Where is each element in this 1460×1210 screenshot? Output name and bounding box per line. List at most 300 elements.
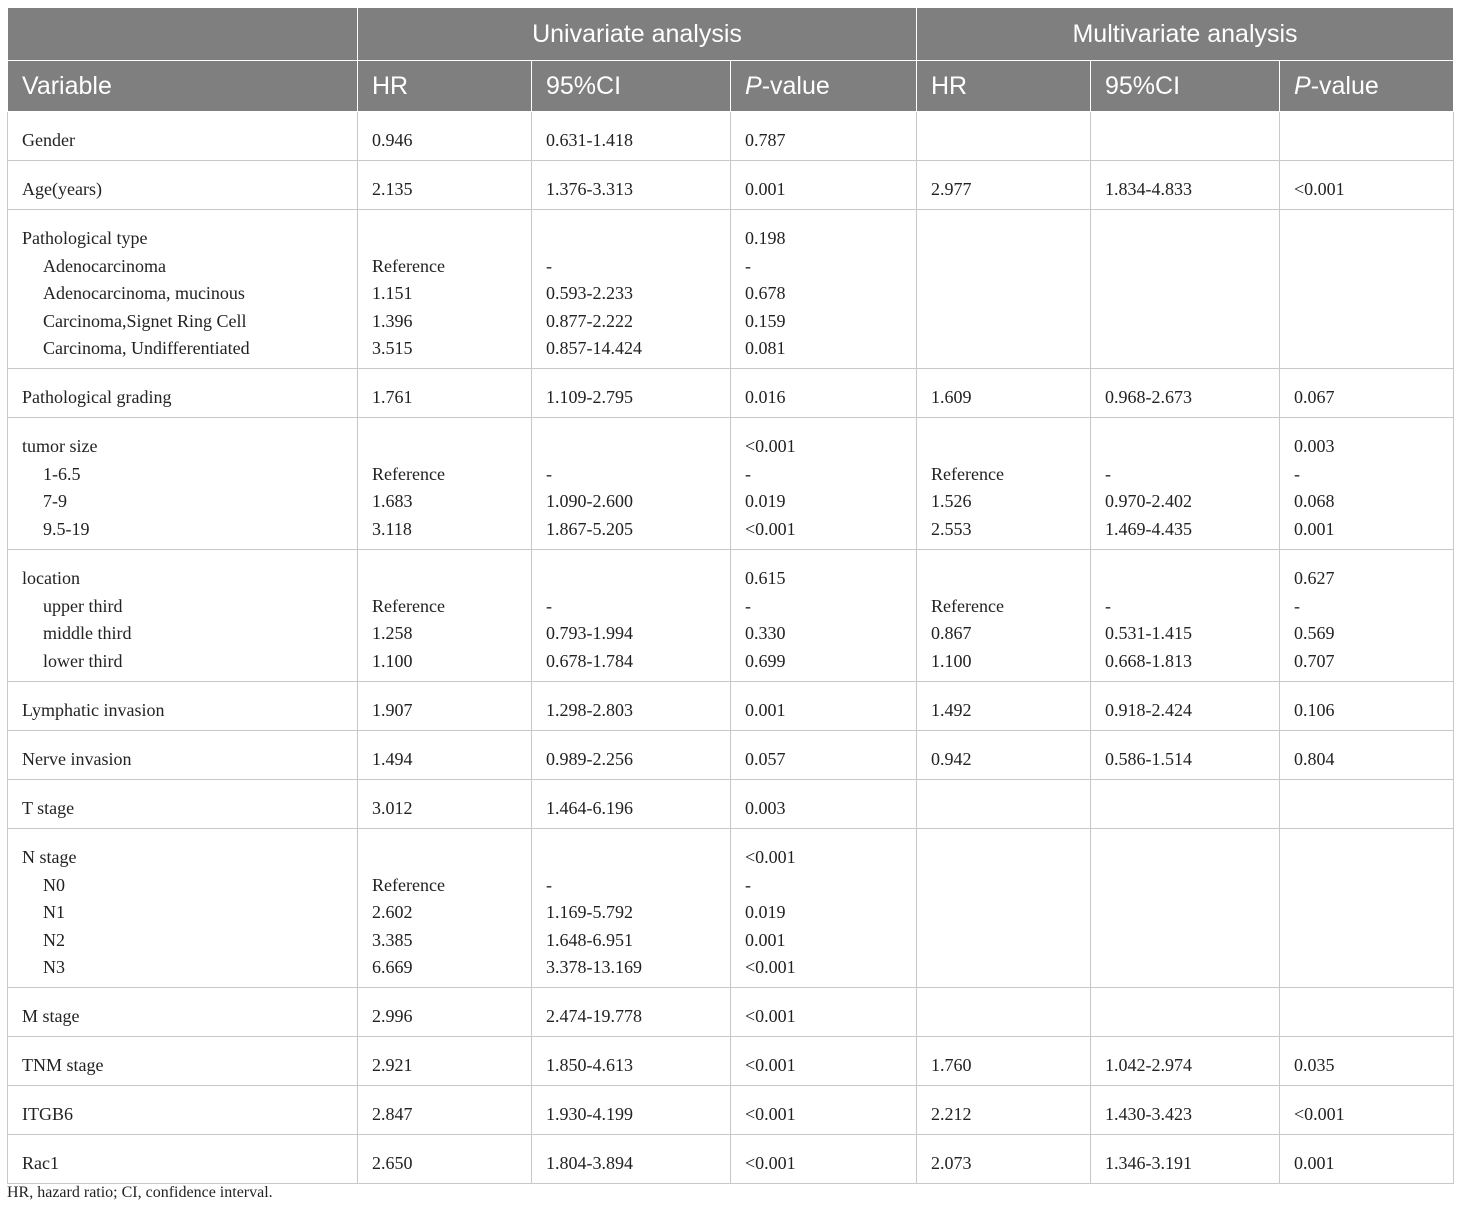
cell-value <box>1105 927 1265 955</box>
variable-label: ITGB6 <box>22 1104 73 1124</box>
variable-cell <box>8 418 358 550</box>
variable-label: location <box>22 568 80 588</box>
cell-value: 2.474-19.778 <box>546 1006 642 1026</box>
cell-value: 2.996 <box>372 1006 413 1026</box>
variable-label: Pathological type <box>22 228 148 248</box>
cell-value <box>1294 225 1439 253</box>
cell-value <box>931 844 1076 872</box>
cell-value: 1.464-6.196 <box>546 798 633 818</box>
column-header-variable: Variable <box>8 61 358 112</box>
column-header-ci: 95%CI <box>532 61 731 112</box>
value-cell <box>1091 418 1280 550</box>
cell-value: 0.159 <box>745 310 786 331</box>
variable-cell <box>8 1086 358 1135</box>
cell-value <box>1105 844 1265 872</box>
value-cell <box>1091 682 1280 731</box>
cell-value: 1.760 <box>931 1055 972 1075</box>
value-cell <box>1280 1135 1454 1184</box>
value-cell <box>1280 682 1454 731</box>
cell-value: 0.627 <box>1294 568 1335 588</box>
cell-value: 0.001 <box>745 179 786 199</box>
subcategory-label: N0 <box>43 874 65 895</box>
table-row <box>8 1037 1454 1086</box>
cell-value <box>931 127 1076 155</box>
value-cell <box>731 210 917 369</box>
column-header-pvalue-multi <box>1280 61 1454 112</box>
value-cell <box>731 988 917 1037</box>
value-cell <box>1280 161 1454 210</box>
cell-value: 3.118 <box>372 518 412 539</box>
subcategory-label: upper third <box>43 595 123 616</box>
cell-value: 3.385 <box>372 929 413 950</box>
variable-label: Pathological grading <box>22 387 172 407</box>
variable-label: M stage <box>22 1006 80 1026</box>
cell-value: 0.804 <box>1294 749 1335 769</box>
column-header-pvalue <box>731 61 917 112</box>
cell-value <box>1294 308 1439 336</box>
subcategory-label: lower third <box>43 650 123 671</box>
value-cell <box>532 1135 731 1184</box>
cell-value <box>1294 280 1439 308</box>
value-cell <box>358 369 532 418</box>
value-cell <box>731 418 917 550</box>
cell-value: 0.668-1.813 <box>1105 650 1192 671</box>
cell-value <box>1294 954 1439 982</box>
value-cell <box>731 829 917 988</box>
variable-cell <box>8 682 358 731</box>
cell-value: 2.977 <box>931 179 972 199</box>
cell-value: 2.212 <box>931 1104 972 1124</box>
cell-value: Reference <box>372 595 445 616</box>
value-cell <box>1280 550 1454 682</box>
table-row <box>8 682 1454 731</box>
cell-value <box>1105 308 1265 336</box>
cell-value <box>1105 225 1265 253</box>
variable-cell <box>8 1135 358 1184</box>
cell-value: <0.001 <box>745 847 796 867</box>
table-row <box>8 161 1454 210</box>
cell-value <box>1294 335 1439 363</box>
cell-value: 0.699 <box>745 650 786 671</box>
cell-value: 0.106 <box>1294 700 1335 720</box>
regression-table <box>7 7 1454 1184</box>
cell-value: 1.494 <box>372 749 413 769</box>
table-row <box>8 418 1454 550</box>
pvalue-rest: -value <box>761 71 830 100</box>
cell-value <box>931 433 1076 461</box>
cell-value <box>1294 872 1439 900</box>
cell-value: 1.100 <box>931 650 972 671</box>
subcategory-label: N3 <box>43 957 65 977</box>
subcategory-label: N1 <box>43 902 65 922</box>
variable-cell <box>8 731 358 780</box>
cell-value: <0.001 <box>1294 179 1345 199</box>
value-cell <box>358 682 532 731</box>
value-cell <box>1280 1037 1454 1086</box>
cell-value <box>1105 795 1265 823</box>
cell-value: 1.090-2.600 <box>546 491 633 511</box>
cell-value: 3.515 <box>372 338 413 358</box>
cell-value: <0.001 <box>745 518 796 539</box>
table-body <box>8 112 1454 1184</box>
value-cell <box>1091 369 1280 418</box>
value-cell <box>1091 780 1280 829</box>
cell-value: Reference <box>931 595 1004 616</box>
cell-value <box>931 280 1076 308</box>
cell-value <box>931 1003 1076 1031</box>
cell-value: 2.602 <box>372 902 413 922</box>
cell-value <box>931 335 1076 363</box>
cell-value: 2.553 <box>931 518 972 539</box>
value-cell <box>731 161 917 210</box>
cell-value: 0.867 <box>931 623 972 643</box>
value-cell <box>1280 210 1454 369</box>
value-cell <box>731 780 917 829</box>
value-cell <box>1091 1135 1280 1184</box>
group-header-univariate: Univariate analysis <box>358 8 917 61</box>
cell-value <box>372 433 517 461</box>
value-cell <box>532 1086 731 1135</box>
value-cell <box>532 112 731 161</box>
cell-value: - <box>1105 463 1111 484</box>
cell-value: 0.593-2.233 <box>546 283 633 303</box>
cell-value <box>1105 899 1265 927</box>
value-cell <box>1280 829 1454 988</box>
cell-value: 0.035 <box>1294 1055 1335 1075</box>
cell-value: - <box>546 255 552 276</box>
cell-value: 0.631-1.418 <box>546 130 633 150</box>
table-row <box>8 369 1454 418</box>
value-cell <box>731 1037 917 1086</box>
value-cell <box>532 161 731 210</box>
cell-value <box>931 795 1076 823</box>
cell-value: 1.683 <box>372 491 413 511</box>
cell-value <box>931 927 1076 955</box>
cell-value: 0.001 <box>1294 1153 1335 1173</box>
variable-cell <box>8 210 358 369</box>
value-cell <box>731 1135 917 1184</box>
cell-value: 0.615 <box>745 568 786 588</box>
cell-value: 0.001 <box>1294 518 1335 539</box>
cell-value: 0.970-2.402 <box>1105 491 1192 511</box>
cell-value: 0.793-1.994 <box>546 623 633 643</box>
cell-value <box>1294 127 1439 155</box>
table-row <box>8 1086 1454 1135</box>
cell-value: 0.942 <box>931 749 972 769</box>
value-cell <box>358 1037 532 1086</box>
value-cell <box>358 1086 532 1135</box>
cell-value: 2.073 <box>931 1153 972 1173</box>
value-cell <box>917 829 1091 988</box>
cell-value: Reference <box>372 463 445 484</box>
cell-value: 0.001 <box>745 929 786 950</box>
table-row <box>8 731 1454 780</box>
cell-value: 1.761 <box>372 387 413 407</box>
value-cell <box>917 780 1091 829</box>
value-cell <box>358 161 532 210</box>
cell-value: 3.378-13.169 <box>546 957 642 977</box>
value-cell <box>532 731 731 780</box>
p-letter: P <box>1294 71 1311 100</box>
value-cell <box>1091 161 1280 210</box>
subcategory-label: 9.5-19 <box>43 518 90 539</box>
value-cell <box>917 1037 1091 1086</box>
cell-value <box>372 225 517 253</box>
value-cell <box>532 829 731 988</box>
cell-value <box>1105 433 1265 461</box>
cell-value: 0.531-1.415 <box>1105 623 1192 643</box>
cell-value <box>931 565 1076 593</box>
variable-cell <box>8 988 358 1037</box>
group-header-multivariate: Multivariate analysis <box>917 8 1454 61</box>
value-cell <box>1280 112 1454 161</box>
value-cell <box>917 369 1091 418</box>
cell-value <box>931 899 1076 927</box>
value-cell <box>1091 550 1280 682</box>
cell-value: 2.921 <box>372 1055 413 1075</box>
cell-value: <0.001 <box>745 436 796 456</box>
cell-value: - <box>745 463 751 484</box>
cell-value: - <box>1294 463 1300 484</box>
value-cell <box>1280 780 1454 829</box>
cell-value: 0.989-2.256 <box>546 749 633 769</box>
variable-label: T stage <box>22 798 75 818</box>
cell-value <box>1294 844 1439 872</box>
table-row <box>8 780 1454 829</box>
cell-value <box>1105 280 1265 308</box>
group-header-row <box>8 8 1454 61</box>
cell-value: 1.834-4.833 <box>1105 179 1192 199</box>
cell-value: 1.526 <box>931 491 972 511</box>
cell-value: 1.151 <box>372 283 413 303</box>
column-header-hr: HR <box>358 61 532 112</box>
cell-value: 0.569 <box>1294 623 1335 643</box>
value-cell <box>731 550 917 682</box>
cell-value: Reference <box>931 463 1004 484</box>
value-cell <box>1091 112 1280 161</box>
cell-value: 1.258 <box>372 623 413 643</box>
cell-value: 0.918-2.424 <box>1105 700 1192 720</box>
value-cell <box>358 418 532 550</box>
cell-value: 0.198 <box>745 228 786 248</box>
cell-value: 0.678-1.784 <box>546 650 633 671</box>
column-header-row <box>8 61 1454 112</box>
cell-value: 0.001 <box>745 700 786 720</box>
cell-value <box>372 565 517 593</box>
cell-value: <0.001 <box>745 1055 796 1075</box>
cell-value <box>1105 253 1265 281</box>
value-cell <box>532 988 731 1037</box>
cell-value: 0.003 <box>745 798 786 818</box>
variable-label: Age(years) <box>22 179 102 199</box>
cell-value <box>1105 954 1265 982</box>
cell-value: - <box>546 595 552 616</box>
value-cell <box>358 112 532 161</box>
value-cell <box>532 418 731 550</box>
cell-value <box>546 565 716 593</box>
table-row <box>8 1135 1454 1184</box>
table-row <box>8 210 1454 369</box>
variable-label: Nerve invasion <box>22 749 132 769</box>
value-cell <box>917 988 1091 1037</box>
value-cell <box>532 550 731 682</box>
value-cell <box>917 731 1091 780</box>
cell-value: 3.012 <box>372 798 413 818</box>
cell-value <box>1294 927 1439 955</box>
value-cell <box>1280 369 1454 418</box>
value-cell <box>917 682 1091 731</box>
variable-cell <box>8 369 358 418</box>
cell-value: 0.003 <box>1294 436 1335 456</box>
cell-value: 1.100 <box>372 650 413 671</box>
value-cell <box>917 1086 1091 1135</box>
cell-value: 1.169-5.792 <box>546 902 633 922</box>
cell-value <box>1294 795 1439 823</box>
cell-value <box>1105 872 1265 900</box>
cell-value: 1.492 <box>931 700 972 720</box>
value-cell <box>1280 1086 1454 1135</box>
value-cell <box>358 829 532 988</box>
value-cell <box>358 780 532 829</box>
cell-value <box>1105 335 1265 363</box>
value-cell <box>358 210 532 369</box>
variable-cell <box>8 161 358 210</box>
variable-label: TNM stage <box>22 1055 104 1075</box>
value-cell <box>1280 988 1454 1037</box>
subcategory-label: 1-6.5 <box>43 463 81 484</box>
subcategory-label: Carcinoma, Undifferentiated <box>43 338 250 358</box>
value-cell <box>532 682 731 731</box>
cell-value: 1.850-4.613 <box>546 1055 633 1075</box>
table-row <box>8 829 1454 988</box>
cell-value <box>546 225 716 253</box>
pvalue-rest: -value <box>1310 71 1379 100</box>
value-cell <box>731 112 917 161</box>
cell-value: 0.057 <box>745 749 786 769</box>
cell-value: 1.109-2.795 <box>546 387 633 407</box>
p-letter: P <box>745 71 762 100</box>
cell-value <box>1294 1003 1439 1031</box>
value-cell <box>731 682 917 731</box>
cell-value: 0.068 <box>1294 491 1335 511</box>
cell-value: - <box>1105 595 1111 616</box>
regression-table-container <box>7 7 1453 1184</box>
cell-value: 1.907 <box>372 700 413 720</box>
value-cell <box>917 161 1091 210</box>
value-cell <box>731 731 917 780</box>
variable-label: N stage <box>22 847 77 867</box>
cell-value <box>546 844 716 872</box>
value-cell <box>917 112 1091 161</box>
value-cell <box>917 550 1091 682</box>
value-cell <box>1280 418 1454 550</box>
table-row <box>8 550 1454 682</box>
cell-value: 0.678 <box>745 283 786 303</box>
cell-value <box>931 954 1076 982</box>
value-cell <box>1091 1086 1280 1135</box>
value-cell <box>1091 731 1280 780</box>
cell-value: 1.376-3.313 <box>546 179 633 199</box>
cell-value: 2.650 <box>372 1153 413 1173</box>
cell-value: - <box>745 255 751 276</box>
table-row <box>8 988 1454 1037</box>
variable-cell <box>8 550 358 682</box>
variable-label: Lymphatic invasion <box>22 700 165 720</box>
cell-value: 1.609 <box>931 387 972 407</box>
value-cell <box>358 1135 532 1184</box>
cell-value: - <box>1294 595 1300 616</box>
cell-value: 1.042-2.974 <box>1105 1055 1192 1075</box>
variable-label: Gender <box>22 130 75 150</box>
cell-value: 0.707 <box>1294 650 1335 671</box>
subcategory-label: 7-9 <box>43 491 67 511</box>
cell-value: - <box>546 874 552 895</box>
cell-value: 0.067 <box>1294 387 1335 407</box>
value-cell <box>1091 829 1280 988</box>
cell-value: 1.804-3.894 <box>546 1153 633 1173</box>
value-cell <box>358 988 532 1037</box>
value-cell <box>1091 1037 1280 1086</box>
value-cell <box>358 731 532 780</box>
cell-value <box>931 253 1076 281</box>
subcategory-label: Adenocarcinoma <box>43 255 166 276</box>
cell-value <box>931 225 1076 253</box>
cell-value: 0.787 <box>745 130 786 150</box>
cell-value: 1.298-2.803 <box>546 700 633 720</box>
cell-value: - <box>745 874 751 895</box>
cell-value: - <box>546 463 552 484</box>
cell-value: 0.016 <box>745 387 786 407</box>
cell-value <box>931 872 1076 900</box>
cell-value: 1.930-4.199 <box>546 1104 633 1124</box>
value-cell <box>731 1086 917 1135</box>
value-cell <box>358 550 532 682</box>
subcategory-label: Adenocarcinoma, mucinous <box>43 283 245 303</box>
cell-value: <0.001 <box>745 1153 796 1173</box>
column-header-ci-multi: 95%CI <box>1091 61 1280 112</box>
variable-label: Rac1 <box>22 1153 59 1173</box>
cell-value: 0.946 <box>372 130 413 150</box>
group-header-blank <box>8 8 358 61</box>
variable-cell <box>8 780 358 829</box>
cell-value: 1.430-3.423 <box>1105 1104 1192 1124</box>
cell-value: <0.001 <box>745 1104 796 1124</box>
variable-cell <box>8 829 358 988</box>
cell-value: 0.019 <box>745 902 786 922</box>
cell-value <box>1105 1003 1265 1031</box>
subcategory-label: middle third <box>43 623 132 643</box>
cell-value: Reference <box>372 255 445 276</box>
cell-value: 2.135 <box>372 179 413 199</box>
column-header-hr-multi: HR <box>917 61 1091 112</box>
value-cell <box>532 210 731 369</box>
variable-label: tumor size <box>22 436 98 456</box>
cell-value: 0.019 <box>745 491 786 511</box>
cell-value: 1.867-5.205 <box>546 518 633 539</box>
cell-value: 1.396 <box>372 310 413 331</box>
cell-value: 0.877-2.222 <box>546 310 633 331</box>
cell-value: 0.857-14.424 <box>546 338 642 358</box>
cell-value: 0.330 <box>745 623 786 643</box>
variable-cell <box>8 1037 358 1086</box>
variable-cell <box>8 112 358 161</box>
cell-value <box>546 433 716 461</box>
cell-value: 1.469-4.435 <box>1105 518 1192 539</box>
cell-value: Reference <box>372 874 445 895</box>
table-footnote: HR, hazard ratio; CI, confidence interval. <box>7 1184 273 1201</box>
cell-value: <0.001 <box>1294 1104 1345 1124</box>
value-cell <box>1091 988 1280 1037</box>
